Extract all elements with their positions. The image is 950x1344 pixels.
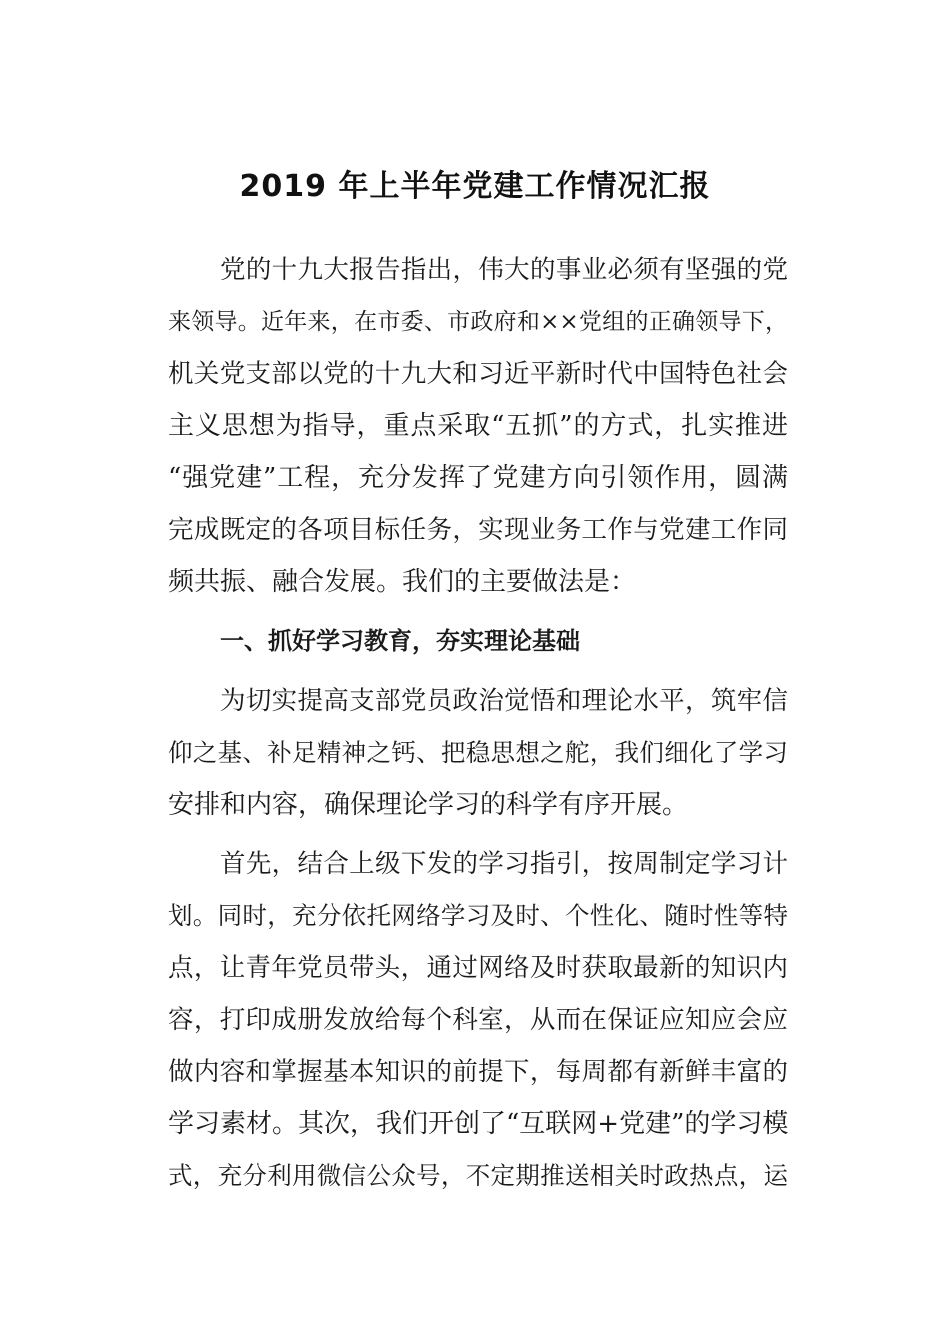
document-title: 2019 年上半年党建工作情况汇报 xyxy=(239,169,711,204)
paragraph-2-line-1: 为切实提高支部党员政治觉悟和理论水平，筑牢信 xyxy=(220,686,788,716)
paragraph-3-line-6: 学习素材。其次，我们开创了“互联网+党建”的学习模 xyxy=(168,1109,789,1139)
paragraph-1-line-5: “强党建”工程，充分发挥了党建方向引领作用，圆满 xyxy=(168,463,788,493)
paragraph-1-line-2: 来领导。近年来，在市委、市政府和××党组的正确领导下， xyxy=(168,309,788,335)
paragraph-1-line-7: 频共振、融合发展。我们的主要做法是： xyxy=(168,567,637,597)
paragraph-3-line-7: 式，充分利用微信公众号，不定期推送相关时政热点，运 xyxy=(168,1161,788,1190)
paragraph-1-line-4: 主义思想为指导，重点采取“五抓”的方式，扎实推进 xyxy=(168,411,788,441)
paragraph-3-line-1: 首先，结合上级下发的学习指引，按周制定学习计 xyxy=(220,849,788,879)
paragraph-1-line-1: 党的十九大报告指出，伟大的事业必须有坚强的党 xyxy=(220,255,788,285)
paragraph-3-line-3: 点，让青年党员带头，通过网络及时获取最新的知识内 xyxy=(168,953,788,983)
paragraph-1-line-3: 机关党支部以党的十九大和习近平新时代中国特色社会 xyxy=(168,359,788,389)
paragraph-2-line-2: 仰之基、补足精神之钙、把稳思想之舵，我们细化了学习 xyxy=(168,738,788,767)
paragraph-2-line-3: 安排和内容，确保理论学习的科学有序开展。 xyxy=(168,790,689,820)
paragraph-3-line-4: 容，打印成册发放给每个科室，从而在保证应知应会应 xyxy=(168,1005,788,1035)
paragraph-3-line-5: 做内容和掌握基本知识的前提下，每周都有新鲜丰富的 xyxy=(168,1057,788,1087)
section-1-heading: 一、抓好学习教育，夯实理论基础 xyxy=(220,627,580,655)
paragraph-3-line-2: 划。同时，充分依托网络学习及时、个性化、随时性等特 xyxy=(168,901,788,930)
paragraph-1-line-6: 完成既定的各项目标任务，实现业务工作与党建工作同 xyxy=(168,515,788,545)
